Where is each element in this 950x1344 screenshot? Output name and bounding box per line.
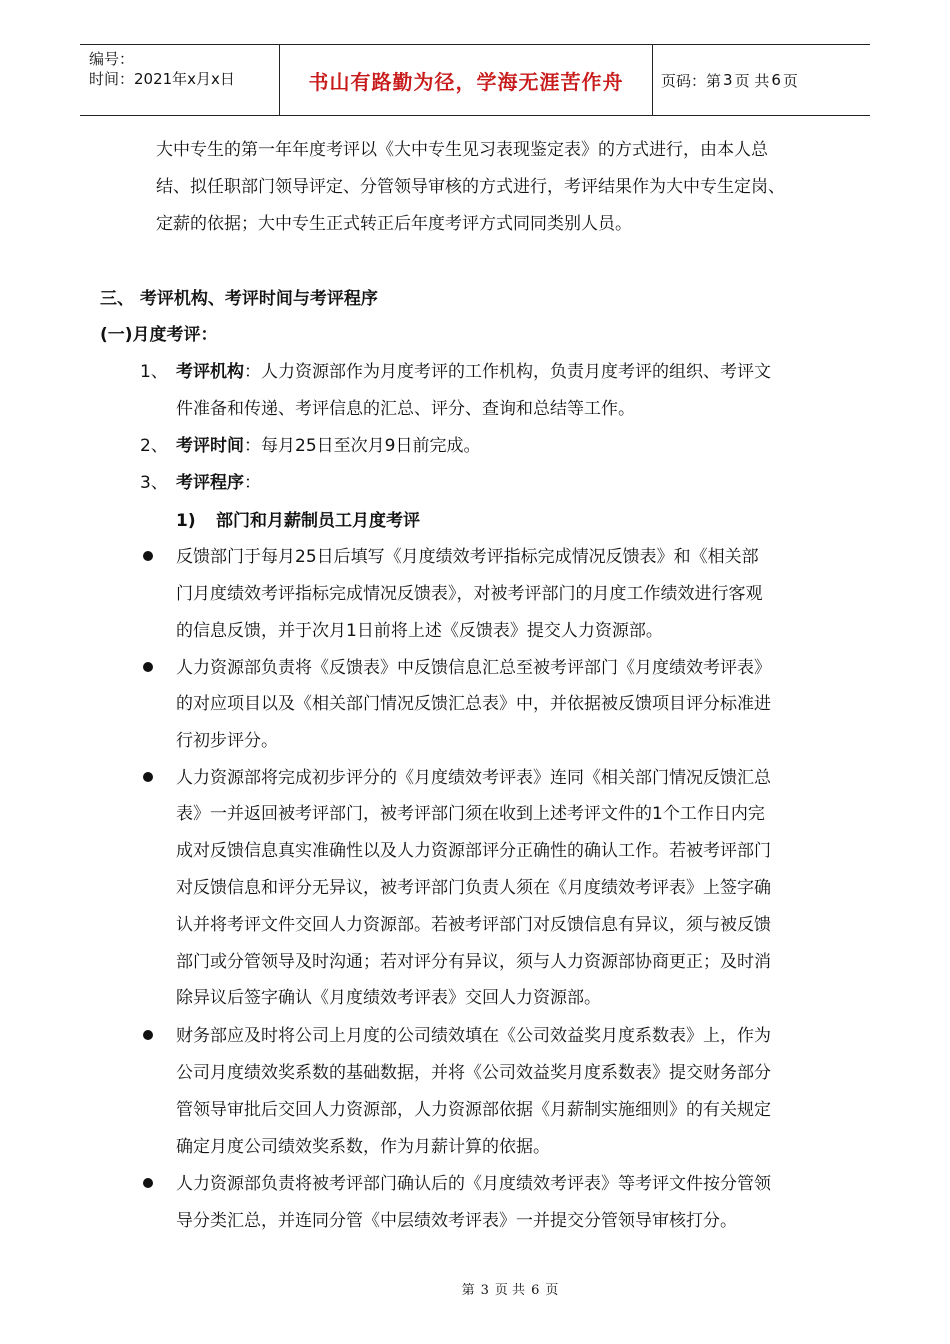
header-page-number: 3 (723, 71, 733, 89)
bullet-text: 的对应项目以及《相关部门情况反馈汇总表》中，并依据被反馈项目评分标准进 (176, 694, 771, 714)
bullet-icon (143, 662, 153, 672)
bullet-icon (143, 772, 153, 782)
bullet-text: 财务部应及时将公司上月度的公司绩效填在《公司效益奖月度系数表》上，作为 (176, 1026, 771, 1046)
bullet-text: 门月度绩效考评指标完成情况反馈表》，对被考评部门的月度工作绩效进行客观 (176, 584, 763, 604)
header-motto: 书山有路勤为径，学海无涯苦作舟 (280, 45, 653, 115)
item-number: 3、 (140, 473, 168, 493)
bullet-text: 人力资源部负责将《反馈表》中反馈信息汇总至被考评部门《月度绩效考评表》 (176, 658, 771, 678)
document-number: 编号： (89, 50, 135, 68)
bullet-text: 认并将考评文件交回人力资源部。若被考评部门对反馈信息有异议，须与被反馈 (176, 915, 771, 935)
intro-line: 结、拟任职部门领导评定、分管领导审核的方式进行，考评结果作为大中专生定岗、 (156, 177, 785, 197)
bullet-icon (143, 551, 153, 561)
intro-line: 定薪的依据；大中专生正式转正后年度考评方式同同类别人员。 (156, 214, 632, 234)
header-meta (80, 45, 280, 115)
bullet-text: 行初步评分。 (176, 731, 278, 751)
document-date: 时间：2021年x月x日 (89, 70, 235, 88)
section-heading: 三、 考评机构、考评时间与考评程序 (100, 289, 378, 309)
intro-line: 大中专生的第一年年度考评以《大中专生见习表现鉴定表》的方式进行，由本人总 (156, 140, 768, 160)
bullet-text: 的信息反馈，并于次月1日前将上述《反馈表》提交人力资源部。 (176, 621, 663, 641)
bullet-icon (143, 1178, 153, 1188)
item-line: 考评时间：每月25日至次月9日前完成。 (176, 436, 481, 456)
bullet-text: 除异议后签字确认《月度绩效考评表》交回人力资源部。 (176, 988, 601, 1008)
bullet-text: 成对反馈信息真实准确性以及人力资源部评分正确性的确认工作。若被考评部门 (176, 841, 771, 861)
subsection-heading: (一)月度考评： (100, 325, 218, 345)
item-line: 考评程序： (176, 473, 261, 493)
bullet-text: 反馈部门于每月25日后填写《月度绩效考评指标完成情况反馈表》和《相关部 (176, 547, 759, 567)
footer-page-number: 3 (480, 1283, 489, 1298)
bullet-text: 确定月度公司绩效奖系数，作为月薪计算的依据。 (176, 1137, 550, 1157)
item-number: 2、 (140, 436, 168, 456)
bullet-text: 对反馈信息和评分无异议，被考评部门负责人须在《月度绩效考评表》上签字确 (176, 878, 771, 898)
item-line: 考评机构：人力资源部作为月度考评的工作机构，负责月度考评的组织、考评文 (176, 362, 771, 382)
bullet-text: 导分类汇总，并连同分管《中层绩效考评表》一并提交分管领导审核打分。 (176, 1211, 737, 1231)
item-line: 件准备和传递、考评信息的汇总、评分、查询和总结等工作。 (176, 399, 635, 419)
bullet-text: 人力资源部负责将被考评部门确认后的《月度绩效考评表》等考评文件按分管领 (176, 1174, 771, 1194)
bullet-text: 表》一并返回被考评部门，被考评部门须在收到上述考评文件的1个工作日内完 (176, 804, 765, 824)
item-number: 1、 (140, 362, 168, 382)
bullet-text: 管领导审批后交回人力资源部，人力资源部依据《月薪制实施细则》的有关规定 (176, 1100, 771, 1120)
footer-page-total: 6 (531, 1283, 540, 1298)
bullet-icon (143, 1030, 153, 1040)
page-header (80, 44, 870, 116)
bullet-text: 人力资源部将完成初步评分的《月度绩效考评表》连同《相关部门情况反馈汇总 (176, 768, 771, 788)
step-title: 部门和月薪制员工月度考评 (216, 511, 420, 531)
bullet-text: 公司月度绩效奖系数的基础数据，并将《公司效益奖月度系数表》提交财务部分 (176, 1063, 771, 1083)
bullet-text: 部门或分管领导及时沟通；若对评分有异议，须与人力资源部协商更正；及时消 (176, 952, 771, 972)
header-page-info: 页码：第 3 页 共 6 页 (661, 71, 798, 90)
header-page-total: 6 (771, 71, 781, 89)
page-footer: 第 3 页 共 6 页 (461, 1283, 559, 1298)
step-number: 1) (176, 511, 196, 531)
